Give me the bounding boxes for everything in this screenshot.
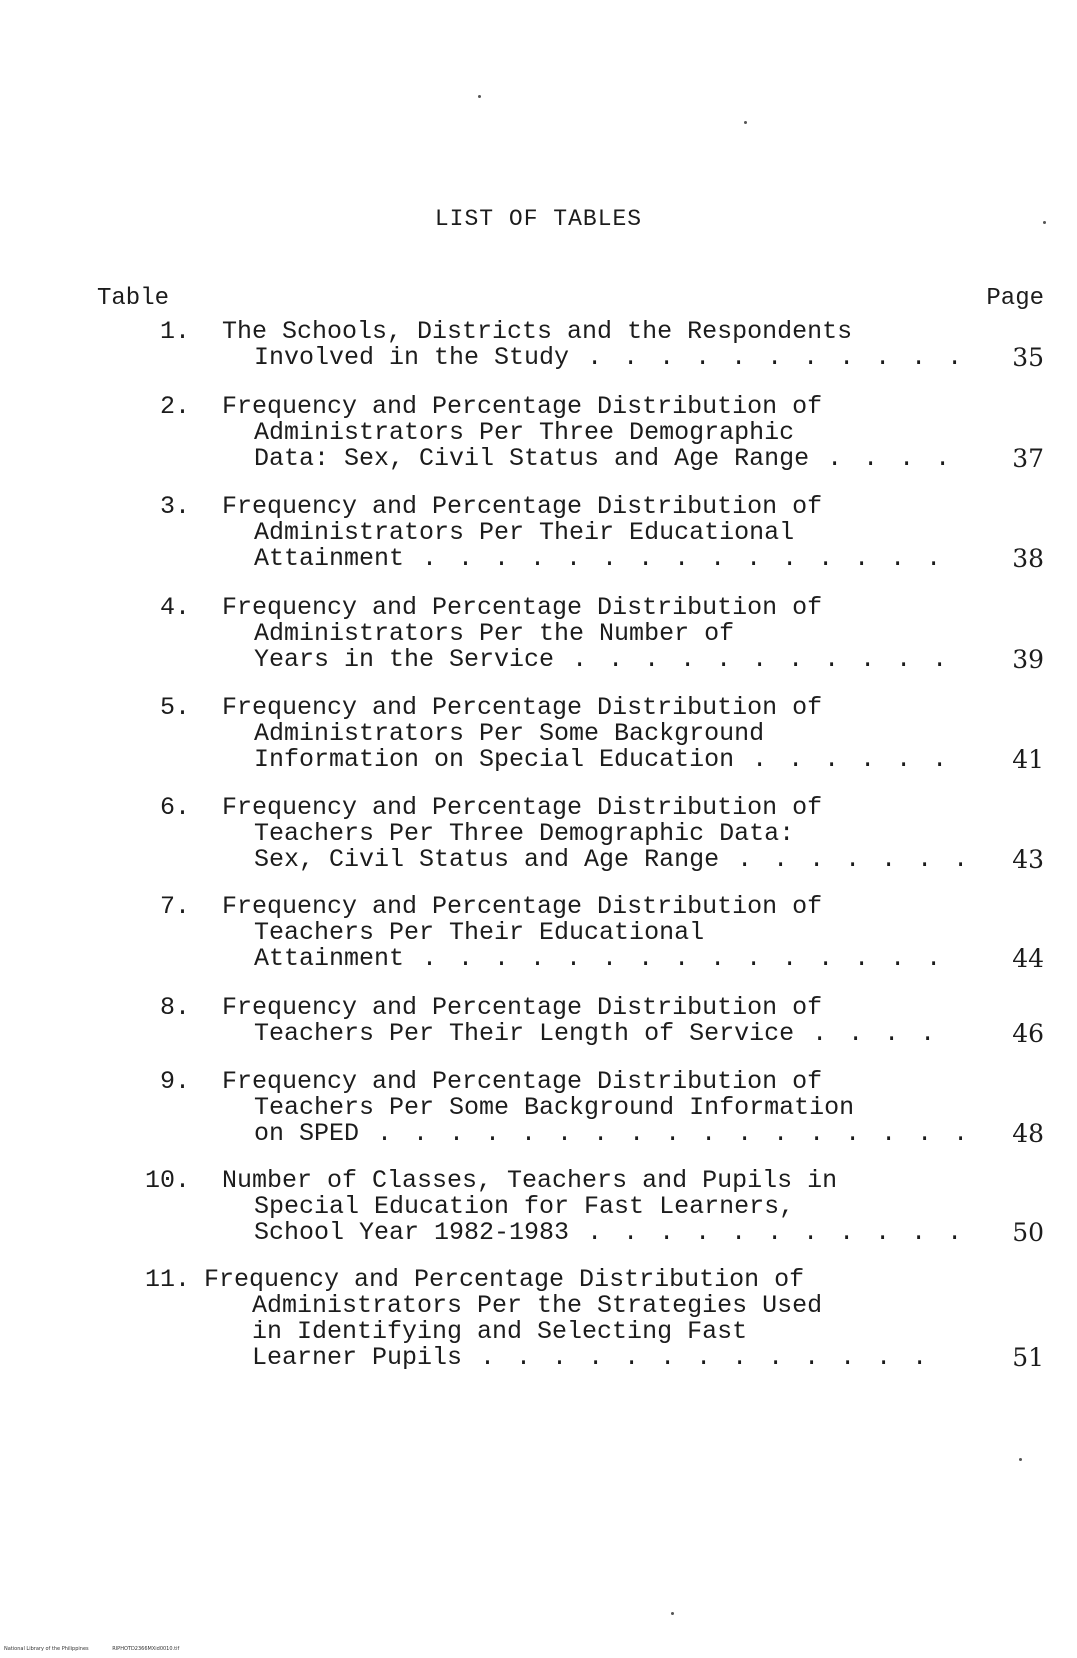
entry-title-line: Administrators Per Three Demographic [254,418,795,447]
entry-number: 11. [144,1265,190,1294]
entry-page-number: 46 [1012,1019,1044,1048]
entry-title-line: on SPED . . . [222,1121,962,1147]
entry-page-number: 51 [1012,1343,1044,1372]
entry-title-line: Number of Classes, Teachers and Pupils in [222,1166,838,1195]
entry-title-line: Frequency and Percentage Distribution of [222,693,823,722]
entry-title [222,394,962,472]
entry-title-line: Frequency and Percentage Distribution of [222,793,823,822]
entry-title-line: School Year 1982-1983 . . . [222,1220,962,1246]
footer-file: RIPHOTD2366MXid0010.tif [112,1646,180,1652]
entry-number: 3. [159,492,190,521]
entry-title-line: Administrators Per the Strategies Used [252,1291,823,1320]
entry-title-line: Frequency and Percentage Distribution of [222,993,823,1022]
entry-title-line: Sex, Civil Status and Age Range . . . [222,847,962,873]
entry-title-line: Special Education for Fast Learners, [254,1192,795,1221]
scan-speck [1043,221,1046,224]
entry-title-line: Frequency and Percentage Distribution of [204,1265,805,1294]
entry-page-number: 43 [1012,845,1044,874]
entry-page-number: 41 [1012,745,1044,774]
entry-title-line: in Identifying and Selecting Fast [252,1317,748,1346]
entry-title-line: Attainment . . . [222,946,962,972]
entry-title [222,595,962,673]
scan-speck [744,121,747,124]
entry-page-number: 50 [1012,1218,1044,1247]
entry-page-number: 48 [1012,1119,1044,1148]
entry-title-line: Frequency and Percentage Distribution of [222,892,823,921]
entry-number: 1. [159,317,190,346]
entry-page-number: 35 [1012,343,1044,372]
entry-number: 7. [159,892,190,921]
entry-number: 10. [144,1166,190,1195]
entry-title-line: Frequency and Percentage Distribution of [222,593,823,622]
entry-title-line: Teachers Per Some Background Information [254,1093,855,1122]
entry-title-line: Years in the Service . . . [222,647,962,673]
entry-title-line: Administrators Per the Number of [254,619,735,648]
entry-number: 5. [159,693,190,722]
scan-speck [1019,1458,1022,1461]
entry-number: 6. [159,793,190,822]
entry-number: 9. [159,1067,190,1096]
entry-title [222,795,962,873]
entry-title-line: Administrators Per Their Educational [254,518,795,547]
entry-title [222,995,962,1047]
entry-page-number: 38 [1012,544,1044,573]
scan-speck [478,95,481,98]
entry-title-line: Administrators Per Some Background [254,719,765,748]
entry-title [222,1069,962,1147]
column-header-table: Table [97,285,170,312]
entry-number: 2. [159,392,190,421]
entry-title-line: Frequency and Percentage Distribution of [222,392,823,421]
entry-title [222,319,962,371]
entry-title-line: Frequency and Percentage Distribution of [222,492,823,521]
entry-number: 8. [159,993,190,1022]
entry-title-line: Information on Special Education . . . [222,747,962,773]
scan-footer [4,1646,201,1652]
entry-title-line: Frequency and Percentage Distribution of [222,1067,823,1096]
entry-title [222,494,962,572]
entry-number: 4. [159,593,190,622]
entry-page-number: 44 [1012,944,1044,973]
entry-title-line: Learner Pupils . . . [204,1345,944,1371]
entry-title-line: Teachers Per Their Educational [254,918,705,947]
entry-title-line: Involved in the Study . . . [222,345,962,371]
footer-library: National Library of the Philippines [4,1646,89,1652]
entry-title [204,1267,944,1371]
page-title: LIST OF TABLES [434,206,643,232]
entry-title-line: Data: Sex, Civil Status and Age Range . . . [222,446,962,472]
entry-title [222,894,962,972]
entry-page-number: 37 [1012,444,1044,473]
entry-title [222,1168,962,1246]
scan-speck [671,1612,674,1615]
entry-title-line: The Schools, Districts and the Respondents [222,317,853,346]
entry-title-line: Attainment . . . [222,546,962,572]
entry-title-line: Teachers Per Three Demographic Data: [254,819,795,848]
column-header-page: Page [986,285,1044,312]
entry-title [222,695,962,773]
entry-page-number: 39 [1012,645,1044,674]
entry-title-line: Teachers Per Their Length of Service . . . [222,1021,962,1047]
